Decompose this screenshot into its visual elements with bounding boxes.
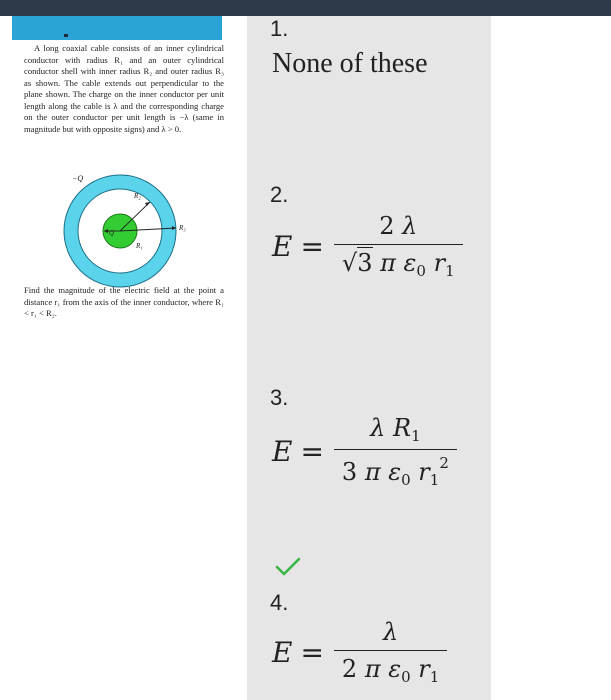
fraction-numerator: 2 λ <box>379 212 418 240</box>
option-2-number: 2. <box>270 182 289 207</box>
formula-fraction <box>334 212 463 280</box>
r3-label: R₃ <box>179 224 186 232</box>
r2-label: R₂ <box>134 192 141 200</box>
option-1-text[interactable]: None of these <box>272 48 428 79</box>
formula-equals: = <box>300 229 324 263</box>
question-paragraph: A long coaxial cable consists of an inner cylindrical conductor with radius R₁ and an outer cylindrical conductor shell with inner radius R₂ and outer radius R₃ as shown. The cable extends out perpendicular to the plane shown. The charge on the inner conductor per unit length along the cable is λ and the corresponding charge on the outer conductor per unit length is −λ (same in magnitude but with opposite signs) and λ > 0. <box>24 43 224 134</box>
coaxial-cable-figure <box>48 168 208 288</box>
option-4-formula[interactable] <box>272 618 447 686</box>
fraction-denominator: √3 π $\varepsilon_0$ $r_1$ <box>334 244 463 280</box>
fraction-numerator: λ <box>383 618 399 646</box>
r1-label: R₁ <box>136 242 143 250</box>
formula-equals: = <box>300 635 324 669</box>
formula-fraction <box>334 618 447 686</box>
formula-lhs: E <box>272 435 293 468</box>
fraction-numerator: λ $R_1$ <box>370 414 421 445</box>
option-2-formula[interactable] <box>272 212 463 280</box>
top-status-bar <box>0 0 611 16</box>
formula-fraction <box>334 414 457 489</box>
question-header-tab <box>12 16 222 40</box>
fraction-denominator: 3 π $\varepsilon_0$ $r_1^2$ <box>334 449 457 489</box>
question-prompt: Find the magnitude of the electric field at the point a distance r₁ from the axis of the inner conductor, where R₁ < r₁ < R₂. <box>24 285 224 318</box>
question-text <box>24 43 224 135</box>
outer-charge-label: −Q <box>72 174 84 183</box>
option-1-number: 1. <box>270 16 289 41</box>
formula-equals: = <box>300 435 324 468</box>
option-3-formula[interactable] <box>272 414 457 489</box>
formula-lhs: E <box>272 229 293 263</box>
option-4-number: 4. <box>270 590 289 615</box>
inner-charge-label: Q <box>109 229 115 237</box>
option-3-number: 3. <box>270 385 289 410</box>
correct-check-icon <box>274 556 302 578</box>
fraction-denominator: 2 π $\varepsilon_0$ $r_1$ <box>334 650 447 686</box>
formula-lhs: E <box>272 635 293 669</box>
